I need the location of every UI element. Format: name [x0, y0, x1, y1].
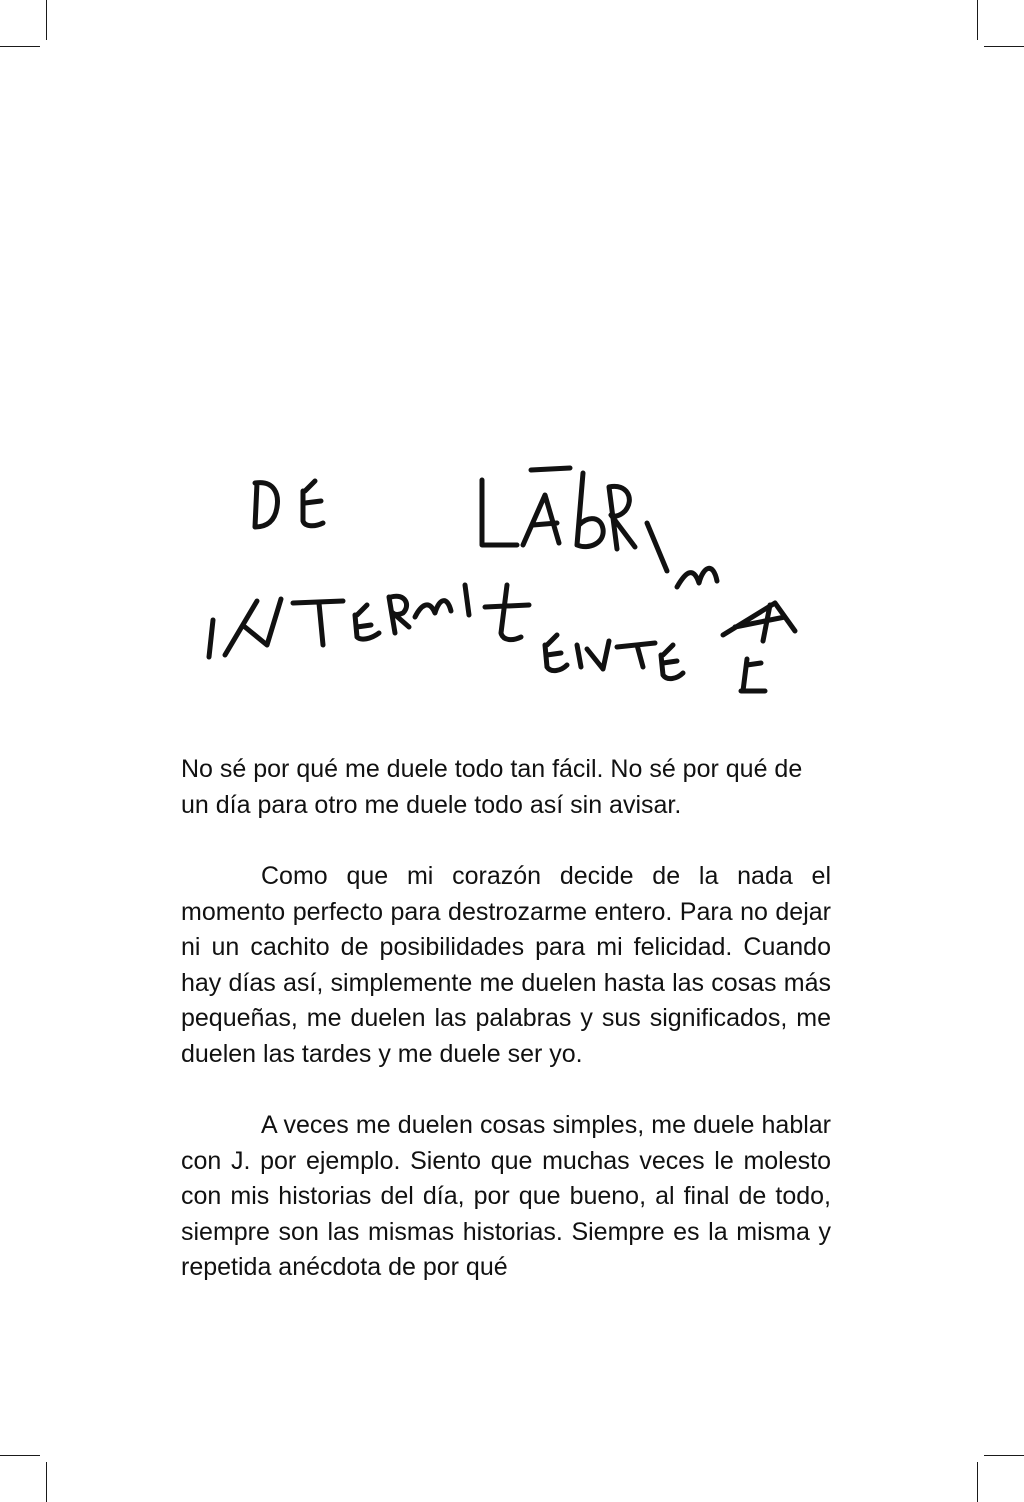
- handwritten-title: [195, 455, 835, 695]
- crop-mark-top-left-horizontal: [0, 46, 40, 47]
- crop-mark-bottom-left-vertical: [46, 1462, 47, 1502]
- paragraph-1: No sé por qué me duele todo tan fácil. No sé por qué de un día para otro me duele todo así sin avisar.: [181, 755, 803, 819]
- crop-mark-top-left-vertical: [46, 0, 47, 40]
- crop-mark-bottom-right-horizontal: [984, 1455, 1024, 1456]
- crop-mark-bottom-left-horizontal: [0, 1455, 40, 1456]
- crop-mark-top-right-horizontal: [984, 46, 1024, 47]
- crop-mark-top-right-vertical: [977, 0, 978, 40]
- paragraph-3: A veces me duelen cosas simples, me duele hablar con J. por ejemplo. Siento que muchas veces le molesto con mis historias del día, por que bueno, al final de todo, siempre son las mismas historias. Siempre es la misma y repetida anécdota de por qué: [181, 1111, 831, 1281]
- body-text: [181, 752, 831, 1286]
- crop-mark-bottom-right-vertical: [977, 1462, 978, 1502]
- paragraph-2: Como que mi corazón decide de la nada el momento perfecto para destrozarme entero. Para no dejar ni un cachito de posibilidades para mi felicidad. Cuando hay días así, simplemente me duelen hasta las cosas más pequeñas, me duelen las palabras y sus significados, me duelen las tardes y me duele ser yo.: [181, 862, 831, 1068]
